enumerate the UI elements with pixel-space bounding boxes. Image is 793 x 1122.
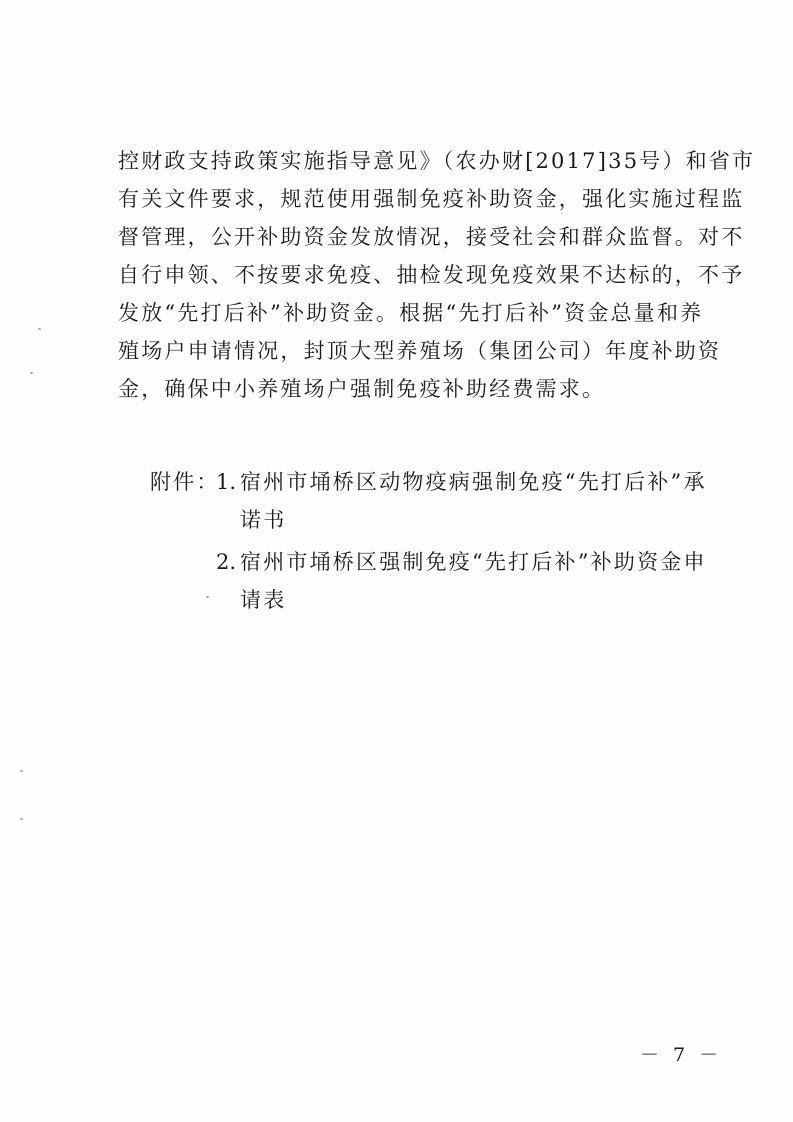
attachment-title: 宿州市埇桥区动物疫病强制免疫“先打后补”承 bbox=[240, 470, 707, 494]
attachment-title-continuation: 请表 bbox=[240, 588, 287, 612]
body-line: 自行申领、不按要求免疫、抽检发现免疫效果不达标的，不予 bbox=[118, 263, 745, 287]
attachments-list bbox=[150, 463, 710, 619]
body-line: 殖场户申请情况，封顶大型养殖场（集团公司）年度补助资 bbox=[118, 339, 722, 363]
body-line: 发放“先打后补”补助资金。根据“先打后补”资金总量和养 bbox=[118, 301, 704, 325]
attachment-number: 2. bbox=[216, 550, 237, 574]
page-number: － 7 － bbox=[640, 1044, 723, 1066]
body-line: 控财政支持政策实施指导意见》（农办财[2017]35号）和省市 bbox=[118, 149, 756, 173]
scan-speck bbox=[30, 372, 33, 374]
attachment-item-1 bbox=[150, 463, 710, 501]
attachment-item-2 bbox=[150, 543, 710, 581]
body-line: 金，确保中小养殖场户强制免疫补助经费需求。 bbox=[118, 377, 606, 401]
scan-speck bbox=[20, 818, 23, 820]
attachments-label: 附件： bbox=[150, 470, 220, 494]
body-paragraph bbox=[118, 142, 756, 408]
attachment-title-continuation: 诺书 bbox=[240, 508, 287, 532]
body-line: 有关文件要求，规范使用强制免疫补助资金，强化实施过程监 bbox=[118, 187, 745, 211]
scan-speck bbox=[38, 328, 41, 330]
scan-speck bbox=[20, 770, 23, 772]
body-line: 督管理，公开补助资金发放情况，接受社会和群众监督。对不 bbox=[118, 225, 745, 249]
attachment-title: 宿州市埇桥区强制免疫“先打后补”补助资金申 bbox=[240, 550, 707, 574]
attachment-number: 1. bbox=[216, 470, 237, 494]
scan-speck bbox=[206, 596, 209, 598]
